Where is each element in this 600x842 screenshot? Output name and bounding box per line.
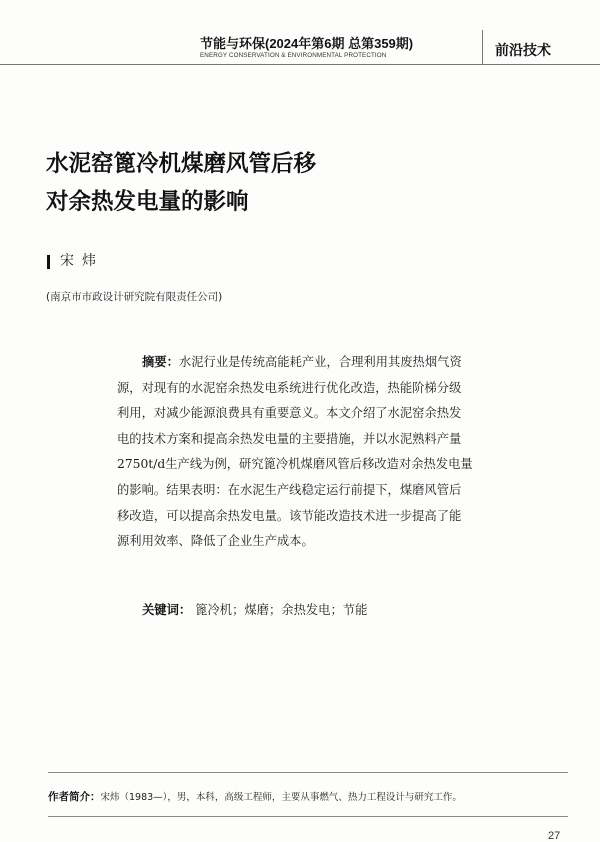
header-rule — [0, 64, 600, 65]
author-marker — [47, 255, 50, 269]
header-divider-vertical — [482, 30, 483, 64]
keywords-text: 篦冷机；煤磨；余热发电；节能 — [195, 603, 368, 617]
footnote-rule-top — [48, 772, 568, 773]
author-bio — [48, 790, 462, 805]
abstract-line — [117, 350, 564, 376]
page-header — [0, 30, 600, 74]
author-name: 宋炜 — [60, 253, 104, 269]
article-title-line: 水泥窑篦冷机煤磨风管后移 — [46, 151, 317, 177]
keywords-label: 关键词： — [142, 603, 192, 617]
abstract — [117, 350, 564, 555]
section-name: 前沿技术 — [495, 42, 551, 58]
abstract-line: 利用，对减少能源浪费具有重要意义。本文介绍了水泥窑余热发 — [117, 406, 462, 421]
page-number: 27 — [548, 830, 561, 842]
abstract-line: 源，对现有的水泥窑余热发电系统进行优化改造，热能阶梯分级 — [117, 380, 462, 395]
keywords — [142, 600, 367, 620]
abstract-line: 移改造，可以提高余热发电量。该节能改造技术进一步提高了能 — [117, 508, 462, 523]
article-title-line: 对余热发电量的影响 — [46, 189, 249, 215]
abstract-line: 2750t/d生产线为例，研究篦冷机煤磨风管后移改造对余热发电量 — [117, 457, 473, 472]
abstract-text: 水泥行业是传统高能耗产业，合理利用其废热烟气资 — [178, 355, 462, 369]
abstract-label: 摘要： — [142, 355, 179, 369]
abstract-line: 的影响。结果表明：在水泥生产线稳定运行前提下，煤磨风管后 — [117, 482, 462, 497]
author-bio-label: 作者简介： — [48, 791, 101, 803]
abstract-line: 电的技术方案和提高余热发电量的主要措施，并以水泥熟料产量 — [117, 431, 462, 446]
author-bio-text: 宋炜（1983—），男，本科，高级工程师，主要从事燃气、热力工程设计与研究工作。 — [100, 792, 462, 803]
article-title — [46, 145, 566, 221]
footnote-rule-bottom — [48, 816, 568, 817]
author-affiliation: (南京市市政设计研究院有限责任公司) — [46, 291, 223, 303]
abstract-line: 源利用效率、降低了企业生产成本。 — [117, 534, 314, 549]
journal-title: 节能与环保(2024年第6期 总第359期) — [200, 36, 414, 51]
journal-title-english: ENERGY CONSERVATION & ENVIRONMENTAL PROTECTION — [200, 52, 387, 59]
